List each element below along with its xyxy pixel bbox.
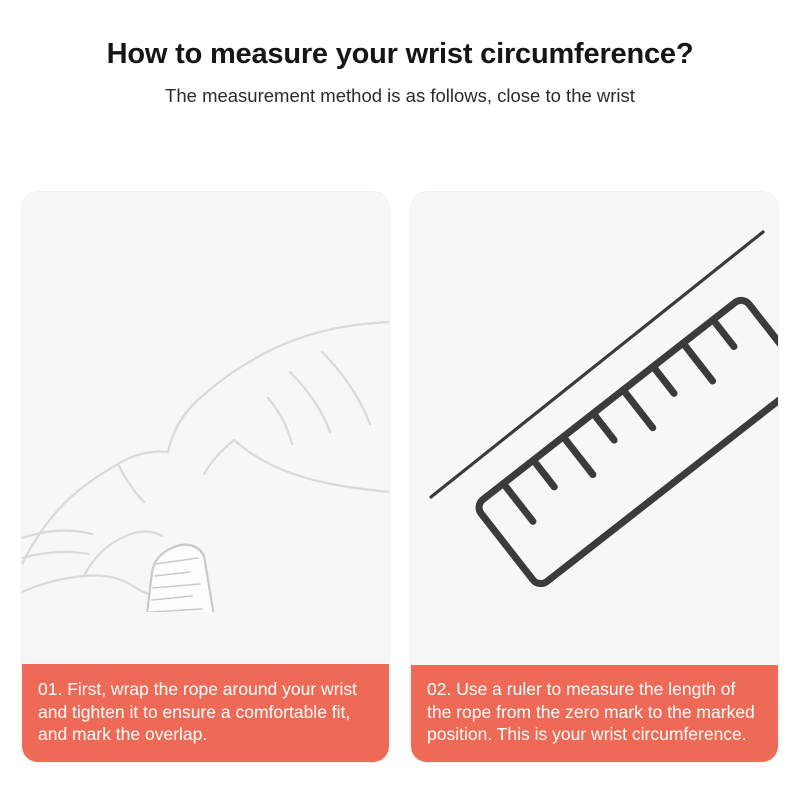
step-card-2 — [411, 192, 778, 762]
wrist-tape-illustration — [22, 192, 389, 612]
step-caption-1-text: 01. First, wrap the rope around your wrist and tighten it to ensure a comfortable fit, and mark the overlap. — [38, 678, 358, 745]
step-card-1 — [22, 192, 389, 762]
step-caption-2 — [411, 665, 778, 762]
page-title: How to measure your wrist circumference? — [106, 38, 694, 70]
steps-container — [22, 192, 778, 762]
ruler-illustration — [411, 192, 778, 612]
page-subtitle: The measurement method is as follows, close to the wrist — [165, 85, 635, 107]
page-header — [0, 0, 800, 108]
step-caption-1 — [22, 664, 389, 762]
step-caption-2-text: 02. Use a ruler to measure the length of the rope from the zero mark to the marked position. This is your wrist circumference. — [427, 678, 755, 745]
